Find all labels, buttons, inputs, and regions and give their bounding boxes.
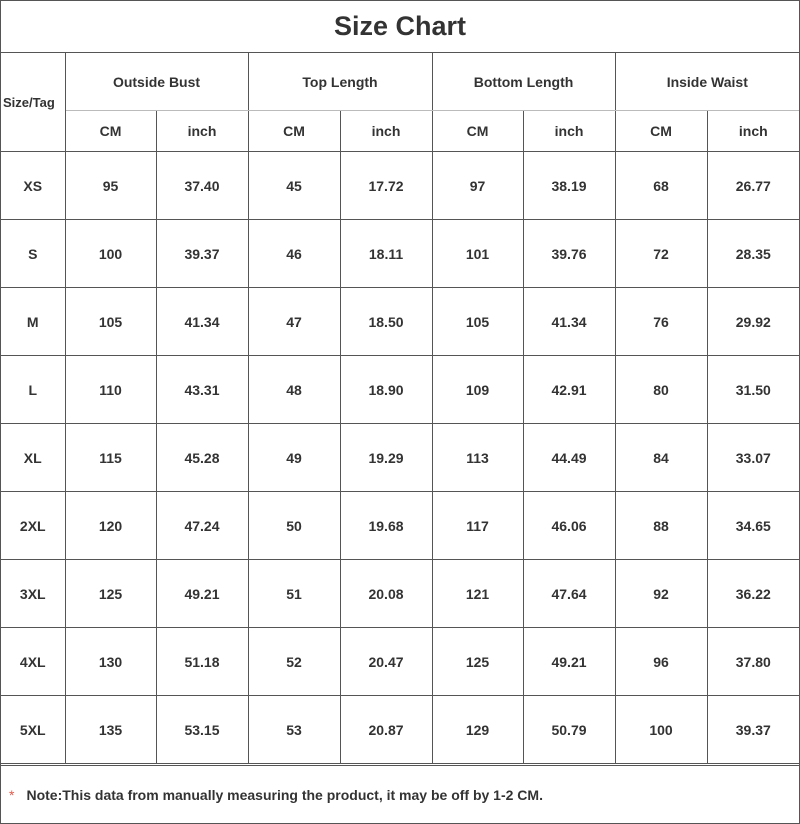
measurement-cell: 100 [615,696,707,764]
measurement-cell: 84 [615,424,707,492]
unit-header: inch [156,111,248,152]
note [1,765,799,824]
measurement-cell: 44.49 [523,424,615,492]
measurement-cell: 115 [65,424,156,492]
measurement-cell: 17.72 [340,152,432,220]
measurement-cell: 68 [615,152,707,220]
measurement-cell: 105 [432,288,523,356]
size-cell: L [1,356,65,424]
measurement-cell: 36.22 [707,560,799,628]
table-row [1,560,799,628]
measurement-cell: 53.15 [156,696,248,764]
measurement-cell: 18.90 [340,356,432,424]
measurement-cell: 37.80 [707,628,799,696]
size-cell: XL [1,424,65,492]
measurement-cell: 37.40 [156,152,248,220]
measurement-cell: 18.50 [340,288,432,356]
size-cell: 5XL [1,696,65,764]
measurement-cell: 95 [65,152,156,220]
measurement-cell: 101 [432,220,523,288]
size-tag-header: Size/Tag [1,53,65,152]
measurement-cell: 109 [432,356,523,424]
header-group-row [1,53,799,111]
table-row [1,288,799,356]
size-cell: S [1,220,65,288]
inside-waist-header: Inside Waist [615,53,799,111]
size-cell: 2XL [1,492,65,560]
measurement-cell: 34.65 [707,492,799,560]
measurement-cell: 80 [615,356,707,424]
size-cell: M [1,288,65,356]
size-cell: 4XL [1,628,65,696]
measurement-cell: 121 [432,560,523,628]
measurement-cell: 18.11 [340,220,432,288]
measurement-cell: 48 [248,356,340,424]
measurement-cell: 125 [432,628,523,696]
measurement-cell: 50 [248,492,340,560]
table-row [1,152,799,220]
measurement-cell: 20.87 [340,696,432,764]
page-title: Size Chart [1,1,799,53]
table-row [1,424,799,492]
measurement-cell: 47.24 [156,492,248,560]
measurement-cell: 49.21 [156,560,248,628]
measurement-cell: 50.79 [523,696,615,764]
measurement-cell: 51.18 [156,628,248,696]
header-unit-row [1,111,799,152]
unit-header: CM [65,111,156,152]
measurement-cell: 28.35 [707,220,799,288]
measurement-cell: 130 [65,628,156,696]
measurement-cell: 53 [248,696,340,764]
measurement-cell: 52 [248,628,340,696]
measurement-cell: 45 [248,152,340,220]
table-row [1,220,799,288]
unit-header: inch [340,111,432,152]
measurement-cell: 39.76 [523,220,615,288]
measurement-cell: 49 [248,424,340,492]
measurement-cell: 39.37 [707,696,799,764]
measurement-cell: 88 [615,492,707,560]
measurement-cell: 135 [65,696,156,764]
measurement-cell: 97 [432,152,523,220]
measurement-cell: 76 [615,288,707,356]
measurement-cell: 33.07 [707,424,799,492]
table-row [1,492,799,560]
measurement-cell: 31.50 [707,356,799,424]
measurement-cell: 46 [248,220,340,288]
measurement-cell: 38.19 [523,152,615,220]
measurement-cell: 100 [65,220,156,288]
measurement-cell: 29.92 [707,288,799,356]
measurement-cell: 43.31 [156,356,248,424]
size-cell: XS [1,152,65,220]
table-row [1,356,799,424]
measurement-cell: 20.08 [340,560,432,628]
unit-header: CM [615,111,707,152]
measurement-cell: 20.47 [340,628,432,696]
measurement-cell: 45.28 [156,424,248,492]
measurement-cell: 49.21 [523,628,615,696]
measurement-cell: 26.77 [707,152,799,220]
table-row [1,628,799,696]
size-table [1,53,799,764]
top-length-header: Top Length [248,53,432,111]
measurement-cell: 105 [65,288,156,356]
measurement-cell: 96 [615,628,707,696]
unit-header: CM [432,111,523,152]
unit-header: inch [523,111,615,152]
measurement-cell: 72 [615,220,707,288]
note-text: Note:This data from manually measuring the product, it may be off by 1-2 CM. [26,787,543,803]
measurement-cell: 19.68 [340,492,432,560]
measurement-cell: 41.34 [156,288,248,356]
measurement-cell: 92 [615,560,707,628]
note-asterisk: * [9,787,15,803]
measurement-cell: 51 [248,560,340,628]
measurement-cell: 47 [248,288,340,356]
measurement-cell: 39.37 [156,220,248,288]
measurement-cell: 47.64 [523,560,615,628]
measurement-cell: 46.06 [523,492,615,560]
measurement-cell: 125 [65,560,156,628]
measurement-cell: 120 [65,492,156,560]
unit-header: inch [707,111,799,152]
measurement-cell: 117 [432,492,523,560]
table-body [1,152,799,764]
measurement-cell: 19.29 [340,424,432,492]
bottom-length-header: Bottom Length [432,53,615,111]
measurement-cell: 42.91 [523,356,615,424]
measurement-cell: 129 [432,696,523,764]
unit-header: CM [248,111,340,152]
table-row [1,696,799,764]
measurement-cell: 41.34 [523,288,615,356]
measurement-cell: 113 [432,424,523,492]
outside-bust-header: Outside Bust [65,53,248,111]
measurement-cell: 110 [65,356,156,424]
size-cell: 3XL [1,560,65,628]
